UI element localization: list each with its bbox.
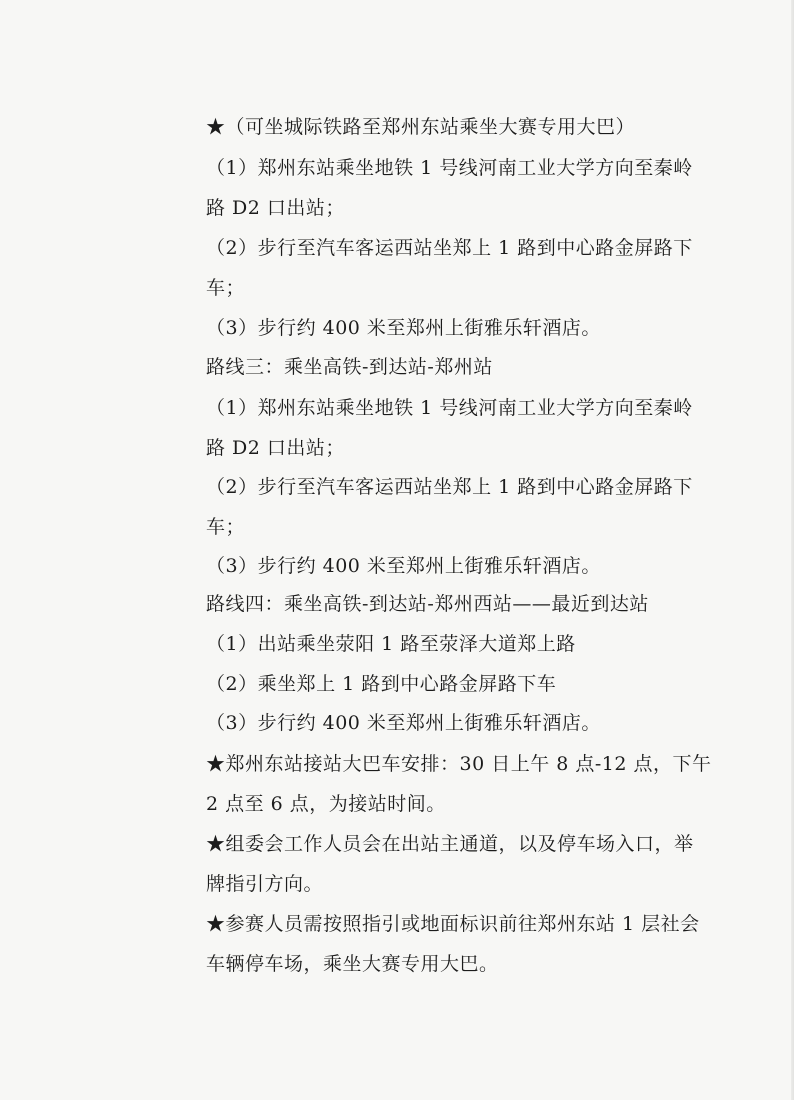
route-four-step-1: （1）出站乘坐荥阳 1 路至荥泽大道郑上路 xyxy=(206,633,576,655)
route-four-step-2: （2）乘坐郑上 1 路到中心路金屏路下车 xyxy=(206,673,557,695)
route-four-heading: 路线四：乘坐高铁-到达站-郑州西站——最近到达站 xyxy=(206,593,649,615)
route-three-step-3: （3）步行约 400 米至郑州上街雅乐轩酒店。 xyxy=(206,555,601,577)
route-three-step-2-cont: 车； xyxy=(206,516,246,538)
shuttle-schedule-note-cont: 2 点至 6 点，为接站时间。 xyxy=(206,793,446,815)
participant-parking-note: ★参赛人员需按照指引或地面标识前往郑州东站 1 层社会 xyxy=(206,913,700,935)
route-three-heading: 路线三：乘坐高铁-到达站-郑州站 xyxy=(206,356,493,378)
route-step-1: （1）郑州东站乘坐地铁 1 号线河南工业大学方向至秦岭 xyxy=(206,157,693,179)
route-three-step-1-cont: 路 D2 口出站； xyxy=(206,437,345,459)
route-four-step-3: （3）步行约 400 米至郑州上街雅乐轩酒店。 xyxy=(206,712,601,734)
route-step-2: （2）步行至汽车客运西站坐郑上 1 路到中心路金屏路下 xyxy=(206,237,693,259)
participant-parking-note-cont: 车辆停车场，乘坐大赛专用大巴。 xyxy=(206,953,499,975)
route-three-step-2: （2）步行至汽车客运西站坐郑上 1 路到中心路金屏路下 xyxy=(206,476,693,498)
route-three-step-1: （1）郑州东站乘坐地铁 1 号线河南工业大学方向至秦岭 xyxy=(206,397,693,419)
note-intercity-rail: ★（可坐城际铁路至郑州东站乘坐大赛专用大巴） xyxy=(206,116,636,138)
route-step-3: （3）步行约 400 米至郑州上街雅乐轩酒店。 xyxy=(206,317,601,339)
route-step-1-cont: 路 D2 口出站； xyxy=(206,197,345,219)
shuttle-schedule-note: ★郑州东站接站大巴车安排：30 日上午 8 点-12 点，下午 xyxy=(206,753,712,775)
route-step-2-cont: 车； xyxy=(206,277,246,299)
staff-guidance-note: ★组委会工作人员会在出站主通道，以及停车场入口，举 xyxy=(206,833,694,855)
staff-guidance-note-cont: 牌指引方向。 xyxy=(206,873,324,895)
